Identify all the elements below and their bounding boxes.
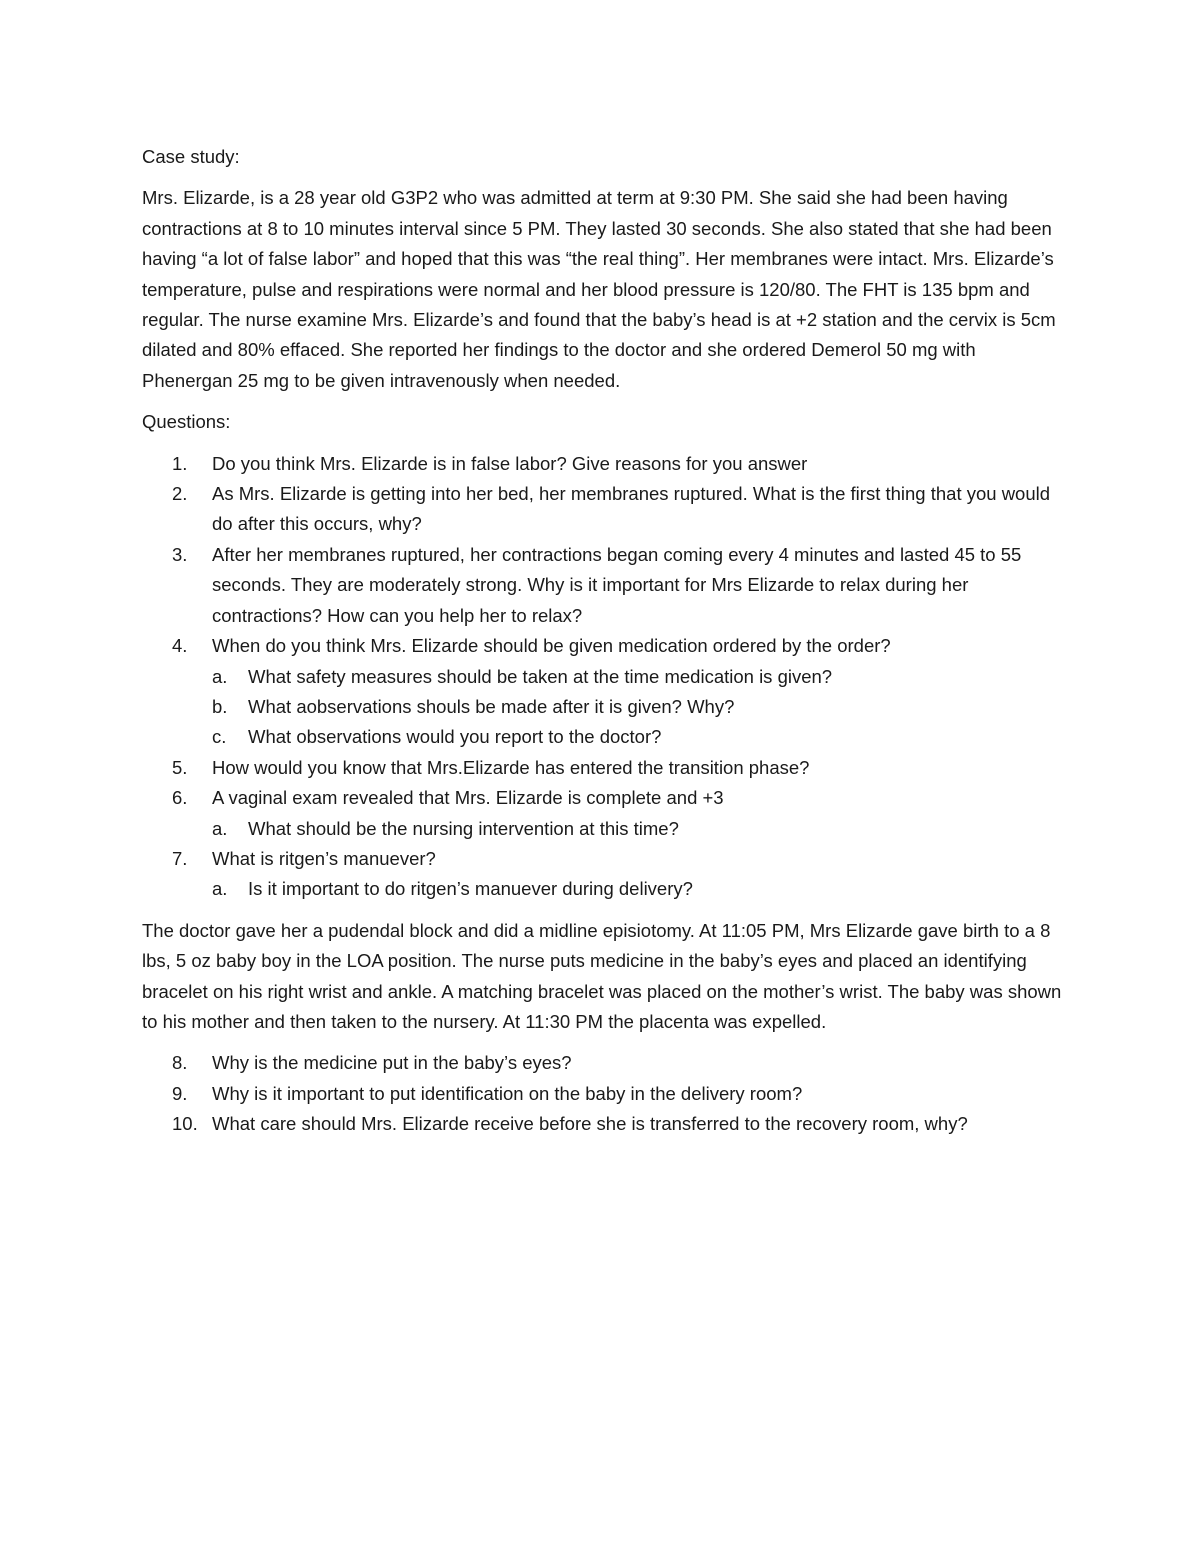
question-number: 7. [172,847,188,869]
question-item [142,844,1062,905]
sub-question-text: What should be the nursing intervention at this time? [248,817,679,839]
question-number: 6. [172,787,188,809]
sub-question-letter: c. [212,726,227,748]
delivery-paragraph: The doctor gave her a pudendal block and did a midline episiotomy. At 11:05 PM, Mrs Elizarde gave birth to a 8 lbs, 5 oz baby boy in the LOA position. The nurse puts medicine in the baby’s eyes and placed an identifying bracelet on his right wrist and ankle. A matching bracelet was placed on the mother’s wrist. The baby was shown to his mother and then taken to the nursery. At 11:30 PM the placenta was expelled. [142,919,1062,1032]
sub-question-list [212,662,1062,753]
sub-question-item [212,662,1062,692]
question-text: When do you think Mrs. Elizarde should be given medication ordered by the order? [212,635,891,657]
document-page [142,142,1062,1151]
question-item [142,783,1062,844]
question-text: Why is the medicine put in the baby’s eyes? [212,1052,572,1074]
question-text: What is ritgen’s manuever? [212,847,436,869]
questions-list [142,449,1062,905]
question-number: 8. [172,1052,188,1074]
sub-question-list [212,814,1062,844]
sub-question-letter: b. [212,695,228,717]
sub-question-text: What observations would you report to the doctor? [248,726,662,748]
question-number: 2. [172,483,188,505]
case-study-heading: Case study: [142,146,240,167]
question-text: What care should Mrs. Elizarde receive before she is transferred to the recovery room, why? [212,1113,968,1135]
question-text: A vaginal exam revealed that Mrs. Elizarde is complete and +3 [212,787,724,809]
question-number: 9. [172,1082,188,1104]
question-item [142,753,1062,783]
question-number: 3. [172,543,188,565]
sub-question-text: Is it important to do ritgen’s manuever during delivery? [248,878,693,900]
sub-question-letter: a. [212,665,228,687]
sub-question-text: What aobservations shouls be made after it is given? Why? [248,695,735,717]
question-text: As Mrs. Elizarde is getting into her bed, her membranes ruptured. What is the first thing that you would do after this occurs, why? [212,483,1051,535]
sub-question-item [212,874,1062,904]
sub-question-text: What safety measures should be taken at the time medication is given? [248,665,833,687]
question-item [142,479,1062,540]
question-item [142,1048,1062,1078]
sub-question-list [212,874,1062,904]
question-number: 10. [172,1113,198,1135]
question-item [142,449,1062,479]
questions-heading: Questions: [142,411,231,433]
question-item [142,1109,1062,1139]
question-number: 4. [172,635,188,657]
question-item [142,1079,1062,1109]
question-text: Why is it important to put identification on the baby in the delivery room? [212,1082,803,1104]
question-number: 5. [172,756,188,778]
sub-question-item [212,722,1062,752]
questions-list-continued [142,1048,1062,1139]
sub-question-item [212,814,1062,844]
question-item [142,631,1062,753]
sub-question-item [212,692,1062,722]
question-item [142,540,1062,631]
question-text: After her membranes ruptured, her contractions began coming every 4 minutes and lasted 45 to 55 seconds. They are moderately strong. Why is it important for Mrs Elizarde to relax during her contractions? How can you help her to relax? [212,543,1022,626]
case-intro-paragraph: Mrs. Elizarde, is a 28 year old G3P2 who was admitted at term at 9:30 PM. She said she had been having contractions at 8 to 10 minutes interval since 5 PM. They lasted 30 seconds. She also stated that she had been having “a lot of false labor” and hoped that this was “the real thing”. Her membranes were intact. Mrs. Elizarde’s temperature, pulse and respirations were normal and her blood pressure is 120/80. The FHT is 135 bpm and regular. The nurse examine Mrs. Elizarde’s and found that the baby’s head is at +2 station and the cervix is 5cm dilated and 80% effaced. She reported her findings to the doctor and she ordered Demerol 50 mg with Phenergan 25 mg to be given intravenously when needed. [142,187,1056,391]
question-number: 1. [172,452,188,474]
question-text: How would you know that Mrs.Elizarde has entered the transition phase? [212,756,810,778]
sub-question-letter: a. [212,817,228,839]
question-text: Do you think Mrs. Elizarde is in false labor? Give reasons for you answer [212,452,808,474]
sub-question-letter: a. [212,878,228,900]
